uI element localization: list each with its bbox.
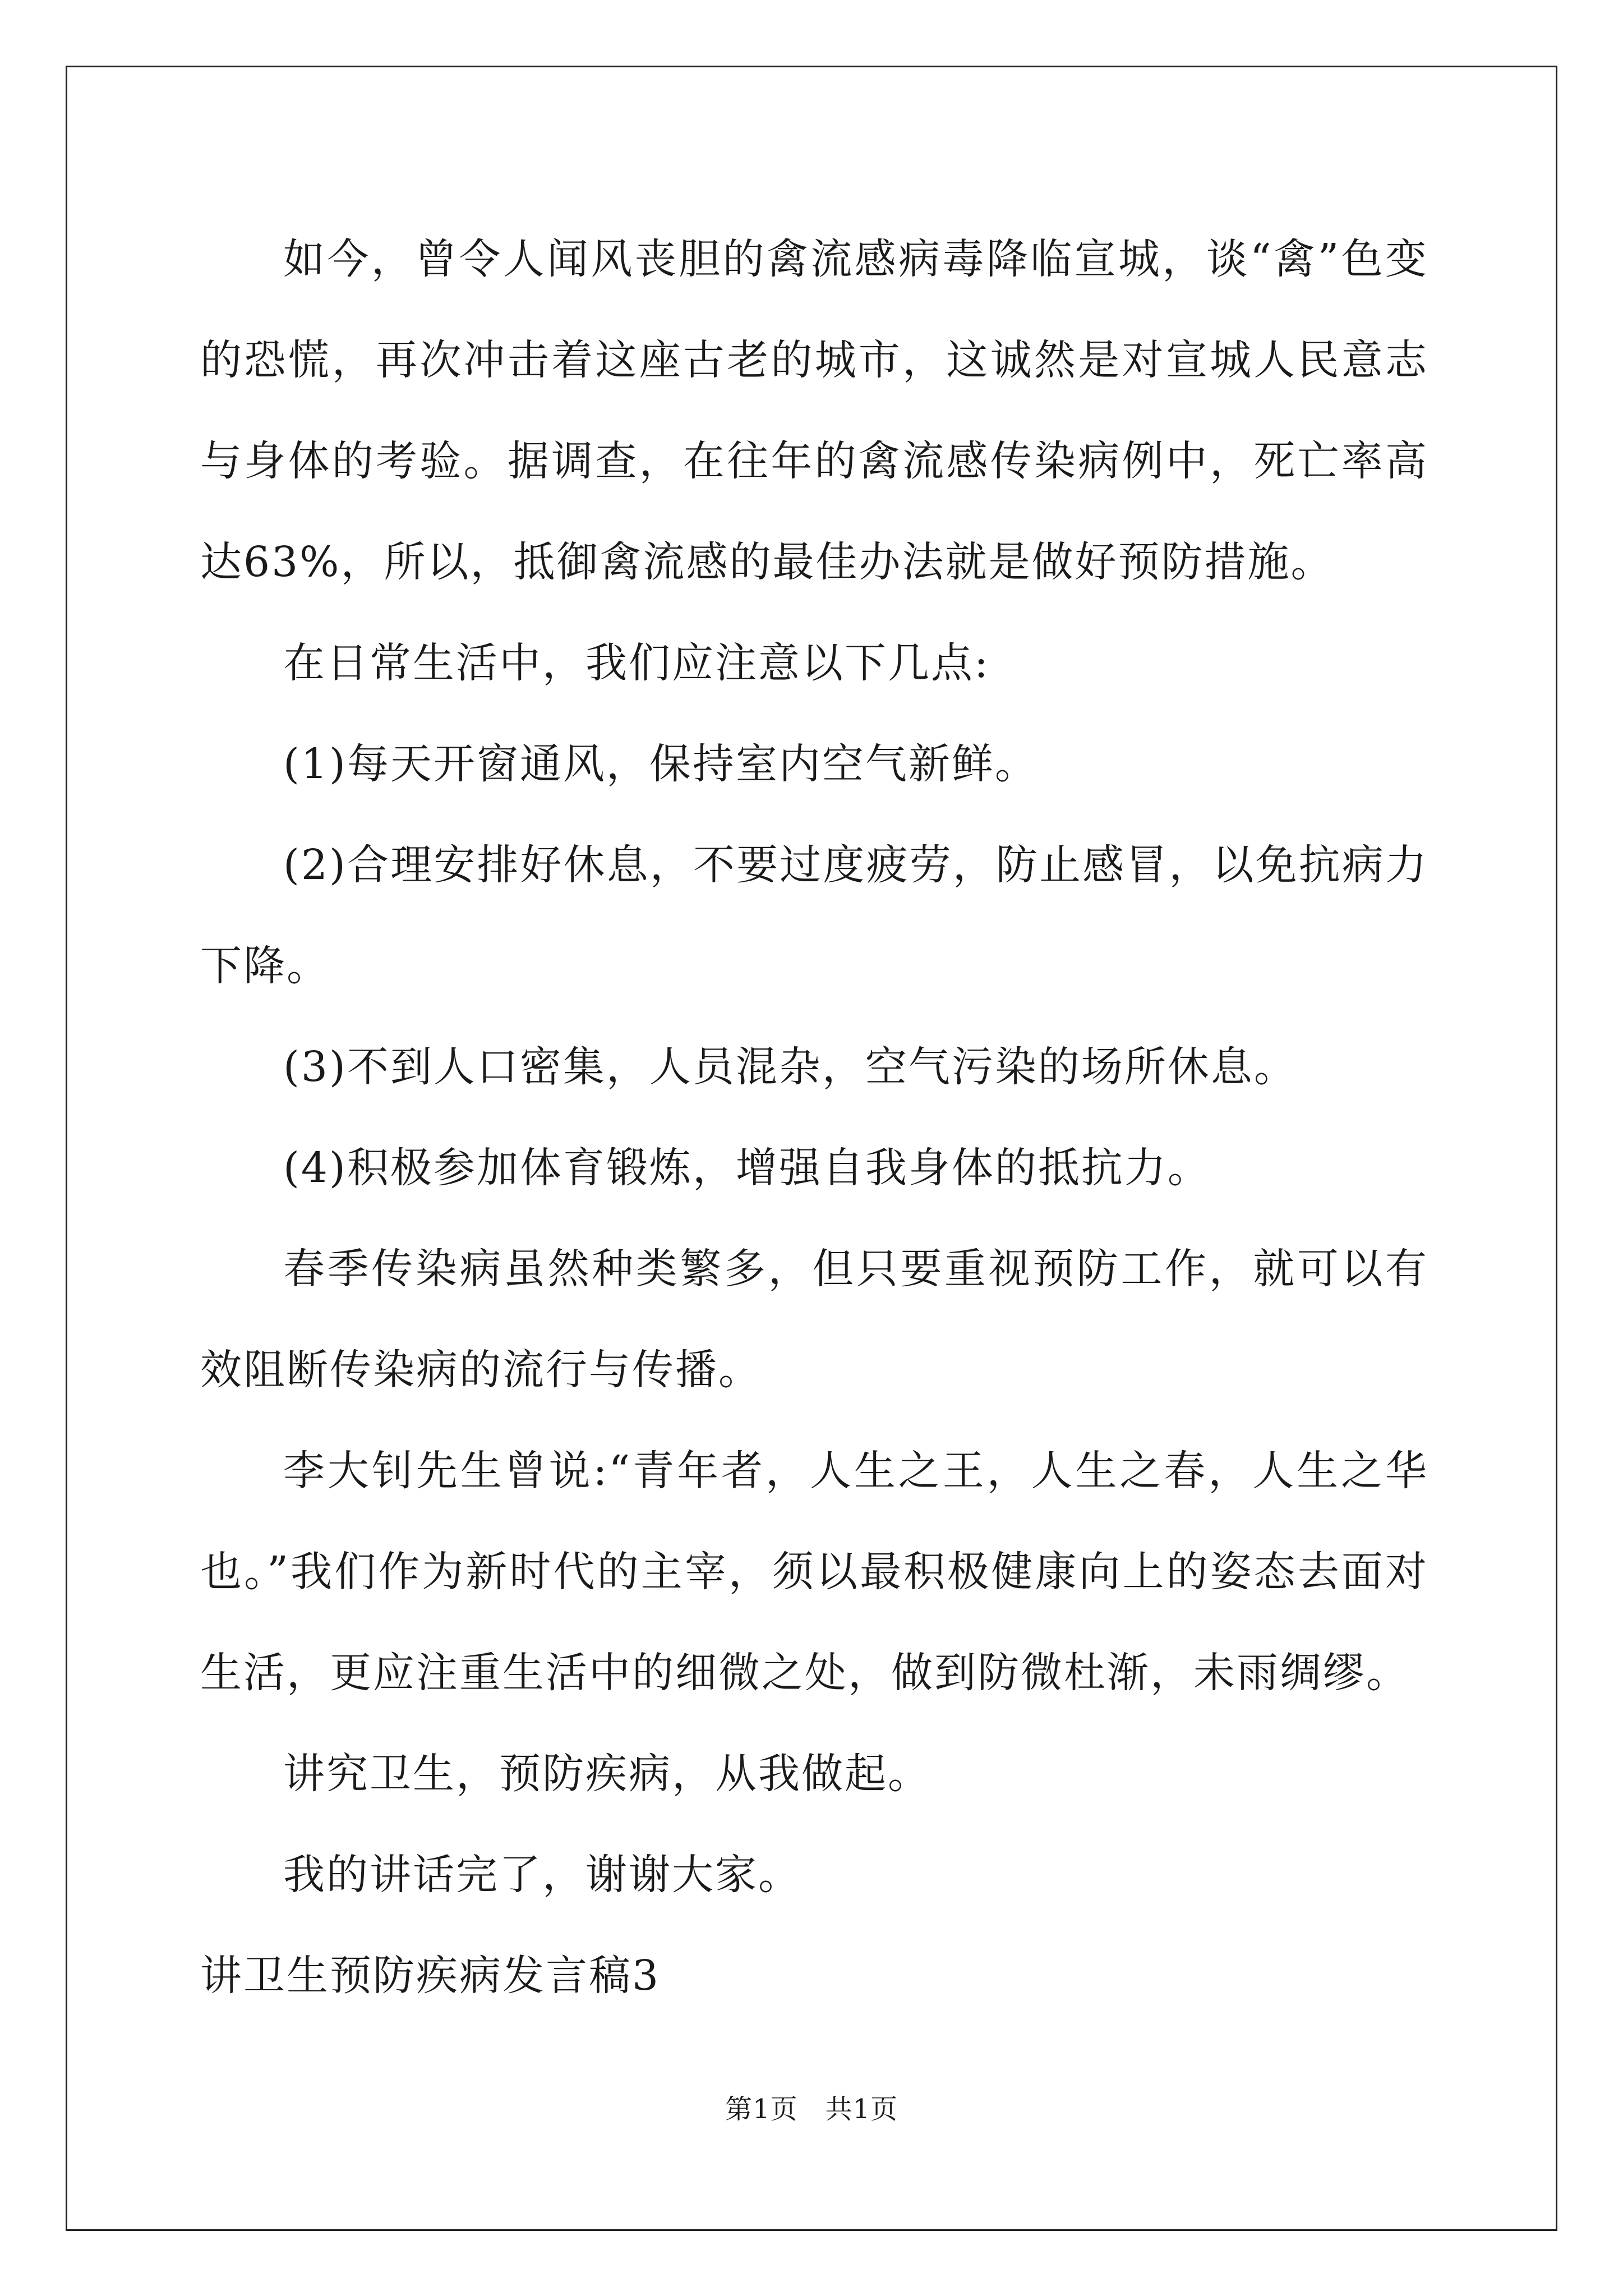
list-item-exercise: (4)积极参加体育锻炼，增强自我身体的抵抗力。 (283, 1144, 1211, 1192)
paragraph-daily-tips-intro: 在日常生活中，我们应注意以下几点: (283, 639, 990, 687)
paragraph-closing: 我的讲话完了，谢谢大家。 (283, 1851, 801, 1899)
list-item-ventilation: (1)每天开窗通风，保持室内空气新鲜。 (283, 740, 1038, 788)
paragraph-li-dazhao-quote: 李大钊先生曾说:“青年者，人生之王，人生之春，人生之华也。”我们作为新时代的主宰，须以最积极健康向上的姿态去面对生活，更应注重生活中的细微之处，做到防微杜渐，未雨绸缪。 (200, 1447, 1428, 1697)
paragraph-bird-flu-intro: 如今，曾令人闻风丧胆的禽流感病毒降临宣城，谈“禽”色变的恐慌，再次冲击着这座古老的城市，这诚然是对宣城人民意志与身体的考验。据调查，在往年的禽流感传染病例中，死亡率高达63%，所以，抵御禽流感的最佳办法就是做好预防措施。 (200, 235, 1428, 586)
paragraph-slogan: 讲究卫生，预防疾病，从我做起。 (283, 1750, 931, 1798)
paragraph-spring-diseases: 春季传染病虽然种类繁多，但只要重视预防工作，就可以有效阻断传染病的流行与传播。 (200, 1245, 1428, 1394)
section-heading: 讲卫生预防疾病发言稿3 (200, 1952, 661, 2000)
document-body (200, 209, 1428, 2026)
list-item-avoid-crowds: (3)不到人口密集，人员混杂，空气污染的场所休息。 (283, 1043, 1297, 1091)
page-number-footer: 第1页 共1页 (725, 2093, 898, 2125)
list-item-rest: (2)合理安排好休息，不要过度疲劳，防止感冒，以免抗病力下降。 (200, 841, 1428, 990)
